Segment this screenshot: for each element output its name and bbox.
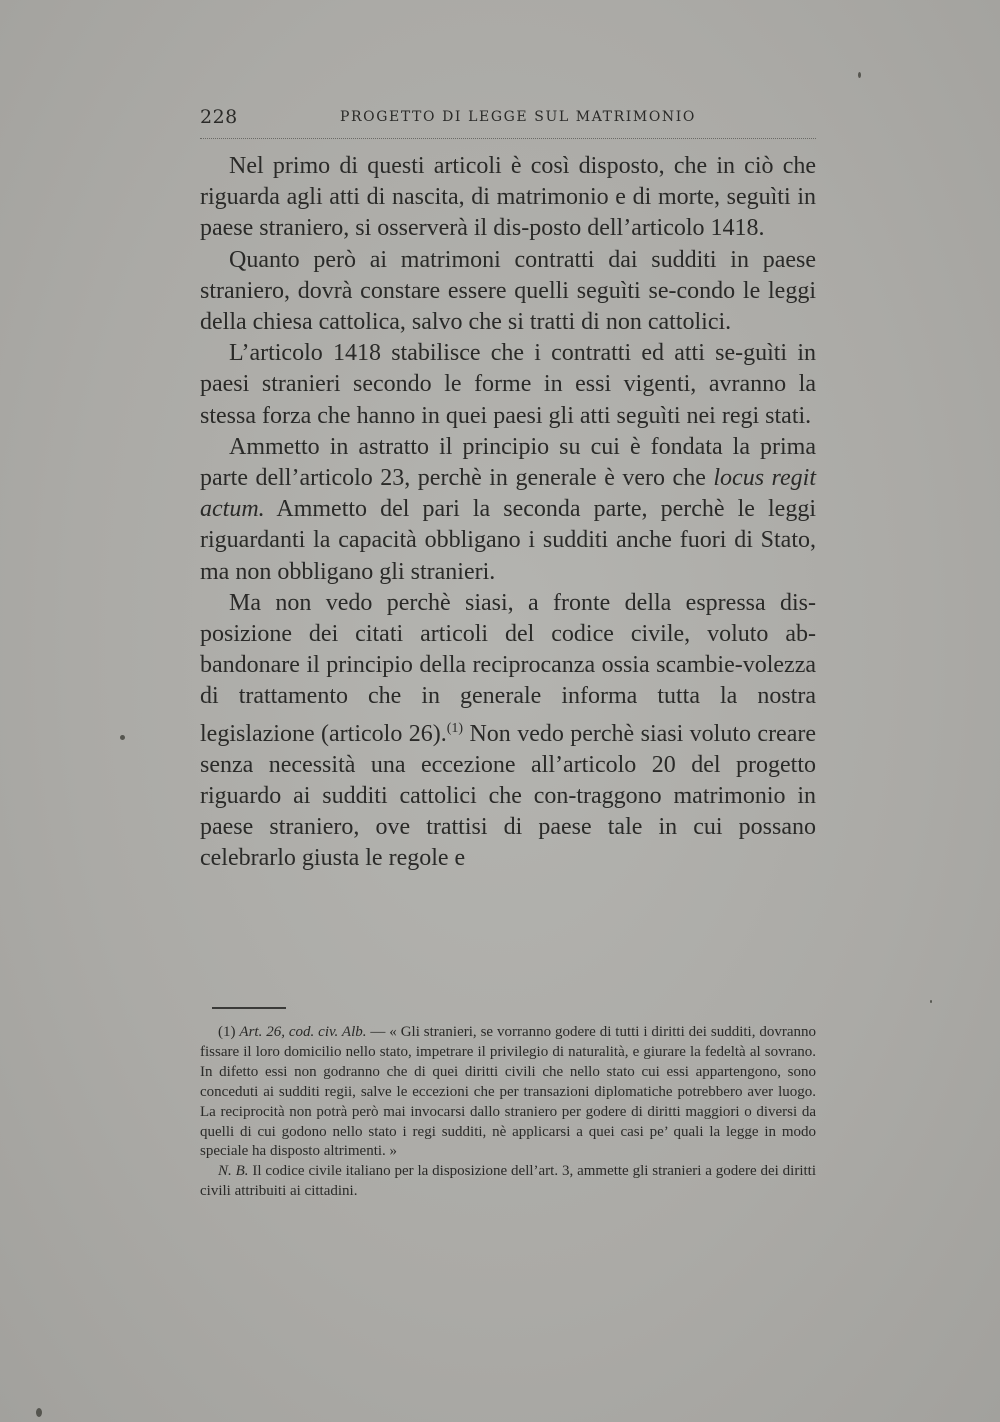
header-rule — [200, 138, 816, 139]
paragraph-text: Quanto però ai matrimoni contratti dai sudditi in paese straniero, dovrà constare essere quelli seguìti se-condo le leggi della chiesa cattolica, salvo che si tratti di non cattolici. — [200, 246, 816, 336]
footnote-rule — [212, 1007, 286, 1009]
footnote-1 — [200, 1023, 816, 1162]
footnote-reference[interactable]: (1) — [446, 720, 464, 736]
paragraph — [200, 151, 816, 245]
latin-maxim: locus regit actum. — [200, 465, 816, 523]
footnote-marker: (1) — [218, 1024, 236, 1040]
footnote-citation: Art. 26, cod. civ. Alb. — [239, 1024, 367, 1040]
paragraph-text: Ammetto in astratto il principio su cui è fondata la prima parte dell’articolo 23, perchè in generale è vero che — [200, 433, 816, 492]
nb-text: Il codice civile italiano per la disposizione dell’art. 3, ammette gli stranieri a godere dei diritti civili attribuiti ai cittadini. — [200, 1163, 817, 1200]
footnote-text: — « Gli stranieri, se vorranno godere di tutti i diritti dei sudditi, dovranno fissare il loro domicilio nello stato, impetrare il privilegio di naturalità, e giurare la fedeltà al sovrano. In difetto essi non godranno che di quei diritti civili che nello stato cui essi appartengono, sono conceduti ai sudditi regii, salve le eccezioni che per transazioni diplomatiche potrebbero aver luogo. La reciprocità non potrà però mai invocarsi dallo straniero per godere di diritti maggiori o diversi da quelli di cui godono nello stato i regi sudditi, nè applicarsi a quei casi pe’ quali la legge in modo speciale ha disposto altrimenti. » — [200, 1024, 817, 1160]
paragraph-text: Nel primo di questi articoli è così disposto, che in ciò che riguarda agli atti di nascita, di matrimonio e di morte, seguìti in paese straniero, si osserverà il dis-posto dell’articolo 1418. — [200, 153, 816, 242]
scan-speck — [858, 72, 861, 78]
paragraph — [200, 432, 816, 588]
paragraph-text: Ammetto del pari la seconda parte, perchè le leggi riguardanti la capacità obbligano i sudditi anche fuori di Stato, ma non obbligano gli stranieri. — [200, 496, 816, 585]
footnote-nb — [200, 1162, 816, 1202]
page-number: 228 — [200, 106, 238, 128]
scan-speck — [930, 1000, 932, 1003]
paragraph — [200, 245, 816, 339]
paragraph-text: L’articolo 1418 stabilisce che i contratti ed atti se-guìti in paesi stranieri secondo le forme in essi vigenti, avranno la stessa forza che hanno in quei paesi gli atti seguìti nei regi stati. — [200, 340, 816, 429]
paragraph-text: Ma non vedo perchè siasi, a fronte della espressa dis-posizione dei citati articoli del codice civile, voluto ab-bandonare il principio della reciprocanza ossia scambie-volezza di trattamento che in generale informa tutta la nostra legislazione (articolo 26). — [200, 589, 816, 747]
footnotes — [200, 1023, 816, 1202]
paragraph-text: Non vedo perchè siasi voluto creare senza necessità una eccezione all’articolo 20 del progetto riguardo ai sudditi cattolici che con-traggono matrimonio in paese straniero, ove trattisi di paese tale in cui possano celebrarlo giusta le regole e — [200, 720, 817, 872]
running-title: PROGETTO DI LEGGE SUL MATRIMONIO — [340, 109, 696, 125]
body-text — [200, 151, 816, 875]
nb-label: N. B. — [218, 1163, 249, 1180]
paragraph — [200, 588, 816, 875]
scan-speck — [36, 1408, 42, 1417]
scan-speck — [120, 735, 125, 740]
paragraph — [200, 338, 816, 432]
page-header — [200, 106, 820, 136]
